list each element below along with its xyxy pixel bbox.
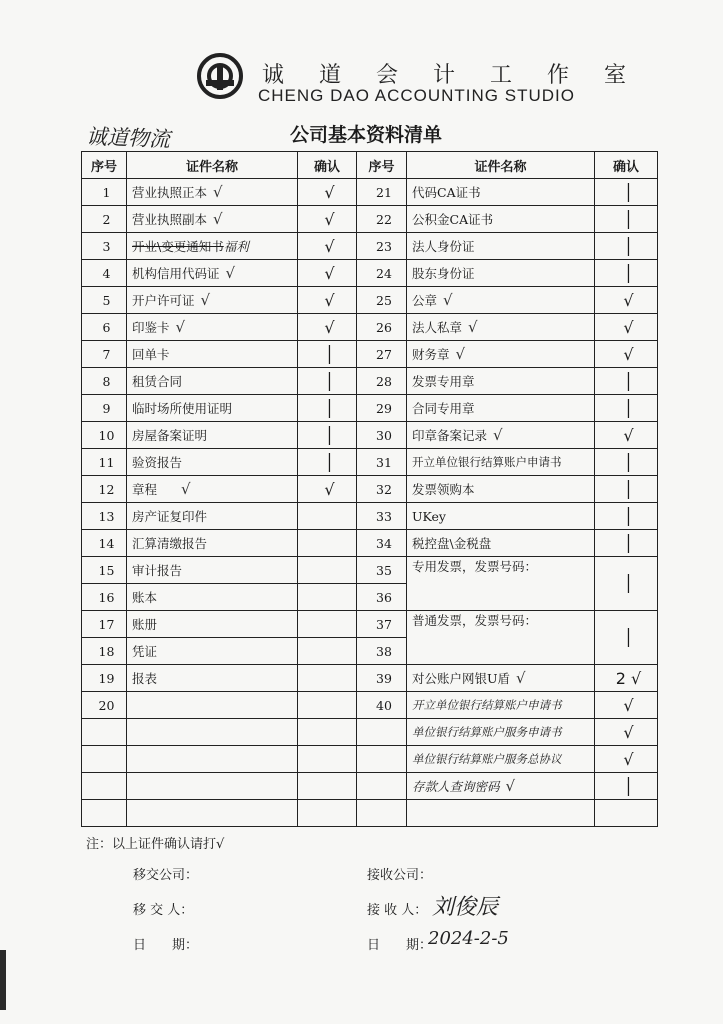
table-row [82, 611, 658, 638]
confirm-mark: │ [298, 395, 357, 422]
item-name: 审计报告 [127, 557, 298, 584]
table-row [82, 422, 658, 449]
row-no: 33 [357, 503, 407, 530]
confirm-mark: √ [298, 233, 357, 260]
studio-name-cn: 诚 道 会 计 工 作 室 [262, 63, 640, 88]
item-label: 机构信用代码证 [132, 266, 220, 281]
row-no: 22 [357, 206, 407, 233]
confirm-mark: √ [595, 422, 658, 449]
col-header-name: 证件名称 [407, 152, 595, 179]
confirm-mark: │ [595, 530, 658, 557]
row-no: 2 [82, 206, 127, 233]
item-name: 股东身份证 [407, 260, 595, 287]
row-no: 25 [357, 287, 407, 314]
row-no: 16 [82, 584, 127, 611]
handwritten-tick: √ [443, 291, 453, 309]
item-name: 专用发票，发票号码： [407, 557, 595, 611]
table-row [82, 476, 658, 503]
item-name: 合同专用章 [407, 395, 595, 422]
table-row [82, 557, 658, 584]
empty-cell [357, 719, 407, 746]
table-row [82, 368, 658, 395]
confirm-mark: │ [595, 557, 658, 611]
handwritten-tick: √ [213, 183, 223, 201]
table-row [82, 395, 658, 422]
empty-cell [595, 800, 658, 827]
row-no: 19 [82, 665, 127, 692]
studio-name-en: CHENG DAO ACCOUNTING STUDIO [258, 86, 575, 105]
item-name [407, 422, 595, 449]
confirm-mark: √ [298, 206, 357, 233]
handwritten-tick: √ [181, 480, 191, 498]
item-name [127, 233, 298, 260]
confirm-mark [298, 665, 357, 692]
row-no: 35 [357, 557, 407, 584]
item-name [127, 287, 298, 314]
table-row [82, 503, 658, 530]
row-no: 15 [82, 557, 127, 584]
confirm-mark: │ [298, 449, 357, 476]
confirm-mark: √ [595, 719, 658, 746]
handwritten-note: 福利 [223, 239, 249, 254]
item-name: 报表 [127, 665, 298, 692]
item-name [407, 314, 595, 341]
confirm-mark [298, 557, 357, 584]
item-name [407, 341, 595, 368]
empty-cell [82, 719, 127, 746]
col-header-confirm: 确认 [298, 152, 357, 179]
table-row [82, 800, 658, 827]
confirm-mark: │ [595, 773, 658, 800]
col-header-confirm: 确认 [595, 152, 658, 179]
item-name: 代码CA证书 [407, 179, 595, 206]
row-no: 6 [82, 314, 127, 341]
item-label: 财务章 [412, 347, 450, 362]
item-label: 营业执照正本 [132, 185, 208, 200]
item-name [127, 314, 298, 341]
row-no: 28 [357, 368, 407, 395]
empty-cell [82, 773, 127, 800]
confirm-mark: │ [595, 260, 658, 287]
item-name: 房屋备案证明 [127, 422, 298, 449]
confirm-mark: √ [595, 692, 658, 719]
row-no: 21 [357, 179, 407, 206]
col-header-no: 序号 [357, 152, 407, 179]
col-header-no: 序号 [82, 152, 127, 179]
page-edge [0, 950, 6, 1010]
confirm-mark: │ [595, 503, 658, 530]
item-name: 发票专用章 [407, 368, 595, 395]
row-no: 30 [357, 422, 407, 449]
confirm-mark: √ [298, 179, 357, 206]
handwritten-item: 单位银行结算账户服务申请书 [407, 719, 595, 746]
item-name: 开立单位银行结算账户申请书 [407, 449, 595, 476]
table-header-row [82, 152, 658, 179]
confirm-mark: √ [298, 314, 357, 341]
confirm-mark [298, 584, 357, 611]
row-no: 10 [82, 422, 127, 449]
row-no: 18 [82, 638, 127, 665]
table-row [82, 665, 658, 692]
receiver-signature: 刘俊辰 [432, 895, 499, 920]
confirm-mark: │ [298, 368, 357, 395]
item-name: 公积金CA证书 [407, 206, 595, 233]
item-label: 章程 [132, 482, 158, 497]
item-name: 回单卡 [127, 341, 298, 368]
confirm-mark [298, 530, 357, 557]
row-no: 29 [357, 395, 407, 422]
empty-cell [127, 800, 298, 827]
row-no: 32 [357, 476, 407, 503]
row-no: 37 [357, 611, 407, 638]
handwritten-item [407, 773, 595, 800]
item-name: 临时场所使用证明 [127, 395, 298, 422]
table-row [82, 314, 658, 341]
item-label: 法人私章 [412, 320, 463, 335]
item-name: 汇算清缴报告 [127, 530, 298, 557]
confirm-mark [298, 503, 357, 530]
item-name [127, 476, 298, 503]
item-name: 凭证 [127, 638, 298, 665]
checklist-table [81, 151, 658, 827]
item-name [407, 665, 595, 692]
empty-cell [357, 800, 407, 827]
item-name: 普通发票，发票号码： [407, 611, 595, 665]
empty-cell [298, 800, 357, 827]
receiver-label: 接 收 人： [367, 903, 428, 918]
table-row [82, 773, 658, 800]
confirm-mark: │ [595, 611, 658, 665]
confirm-mark: │ [595, 179, 658, 206]
confirm-mark: │ [595, 395, 658, 422]
row-no: 39 [357, 665, 407, 692]
row-no: 20 [82, 692, 127, 719]
row-no: 9 [82, 395, 127, 422]
empty-cell [127, 719, 298, 746]
empty-cell [298, 746, 357, 773]
row-no: 5 [82, 287, 127, 314]
row-no: 24 [357, 260, 407, 287]
table-row [82, 179, 658, 206]
item-name [127, 206, 298, 233]
company-name-handwritten: 诚道物流 [85, 124, 171, 152]
table-row [82, 530, 658, 557]
confirm-mark: √ [298, 260, 357, 287]
empty-cell [357, 746, 407, 773]
confirm-mark: │ [595, 368, 658, 395]
empty-cell [82, 746, 127, 773]
row-no: 12 [82, 476, 127, 503]
item-name: 验资报告 [127, 449, 298, 476]
row-no: 34 [357, 530, 407, 557]
document-title: 公司基本资料清单 [290, 124, 443, 146]
table-row [82, 341, 658, 368]
confirm-mark [298, 638, 357, 665]
date-right-label: 日 期： [367, 938, 433, 953]
item-name [127, 260, 298, 287]
row-no: 4 [82, 260, 127, 287]
studio-logo-icon [196, 52, 244, 100]
row-no: 38 [357, 638, 407, 665]
row-no: 27 [357, 341, 407, 368]
handwritten-item: 开立单位银行结算账户申请书 [407, 692, 595, 719]
confirm-mark: │ [595, 206, 658, 233]
handwritten-tick: √ [225, 264, 236, 282]
row-no: 36 [357, 584, 407, 611]
empty-cell [82, 800, 127, 827]
confirm-mark: √ [595, 314, 658, 341]
item-label: 营业执照副本 [132, 212, 208, 227]
empty-cell [298, 773, 357, 800]
item-name: 发票领购本 [407, 476, 595, 503]
item-name [407, 287, 595, 314]
row-no: 8 [82, 368, 127, 395]
col-header-name: 证件名称 [127, 152, 298, 179]
item-label: 印鉴卡 [132, 320, 170, 335]
row-no: 14 [82, 530, 127, 557]
confirm-mark: │ [595, 233, 658, 260]
transferrer-label: 移 交 人： [133, 903, 194, 918]
receive-company-label: 接收公司： [367, 868, 433, 883]
table-row [82, 449, 658, 476]
row-no: 3 [82, 233, 127, 260]
confirm-mark: √ [595, 287, 658, 314]
row-no: 1 [82, 179, 127, 206]
table-row [82, 233, 658, 260]
confirm-mark: √ [298, 287, 357, 314]
handwritten-tick: √ [455, 345, 466, 363]
row-no: 17 [82, 611, 127, 638]
table-row [82, 260, 658, 287]
item-label: 对公账户网银U盾 [412, 671, 511, 686]
confirm-mark: │ [298, 422, 357, 449]
handwritten-tick: √ [200, 291, 211, 309]
handwritten-tick: √ [468, 318, 478, 336]
footer-note: 注：以上证件确认请打√ [86, 837, 225, 852]
confirm-mark: √ [298, 476, 357, 503]
confirm-mark: │ [298, 341, 357, 368]
row-no: 26 [357, 314, 407, 341]
row-no: 11 [82, 449, 127, 476]
table-row [82, 287, 658, 314]
item-label: 存款人查询密码 [412, 779, 500, 794]
handwritten-tick: √ [493, 426, 503, 444]
confirm-mark: √ [595, 341, 658, 368]
handwritten-tick: √ [175, 318, 186, 336]
item-name: 房产证复印件 [127, 503, 298, 530]
item-name: 租赁合同 [127, 368, 298, 395]
table-row [82, 692, 658, 719]
item-name: 账册 [127, 611, 298, 638]
empty-cell [357, 773, 407, 800]
row-no: 31 [357, 449, 407, 476]
confirm-mark: 2 √ [595, 665, 658, 692]
row-no: 23 [357, 233, 407, 260]
confirm-mark [298, 611, 357, 638]
row-no: 13 [82, 503, 127, 530]
confirm-mark: │ [595, 449, 658, 476]
handwritten-item: 单位银行结算账户服务总协议 [407, 746, 595, 773]
empty-cell [127, 746, 298, 773]
item-name: 税控盘\金税盘 [407, 530, 595, 557]
item-name: UKey [407, 503, 595, 530]
table-row [82, 206, 658, 233]
empty-cell [127, 773, 298, 800]
transfer-company-label: 移交公司： [133, 868, 199, 883]
row-no: 40 [357, 692, 407, 719]
empty-cell [407, 800, 595, 827]
confirm-mark [298, 692, 357, 719]
confirm-mark: √ [595, 746, 658, 773]
item-label: 公章 [412, 293, 438, 308]
item-name [127, 692, 298, 719]
empty-cell [298, 719, 357, 746]
handwritten-tick: √ [516, 669, 526, 687]
date-left-label: 日 期： [133, 938, 199, 953]
table-row [82, 719, 658, 746]
item-name: 法人身份证 [407, 233, 595, 260]
row-no: 7 [82, 341, 127, 368]
handwritten-tick: √ [505, 777, 516, 795]
item-label-struck: 开业\变更通知书 [132, 239, 224, 254]
item-name: 账本 [127, 584, 298, 611]
item-label: 印章备案记录 [412, 428, 488, 443]
table-row [82, 746, 658, 773]
handwritten-tick: √ [213, 210, 223, 228]
confirm-mark: │ [595, 476, 658, 503]
date-value-handwritten: 2024-2-5 [428, 928, 509, 949]
item-name [127, 179, 298, 206]
item-label: 开户许可证 [132, 293, 195, 308]
